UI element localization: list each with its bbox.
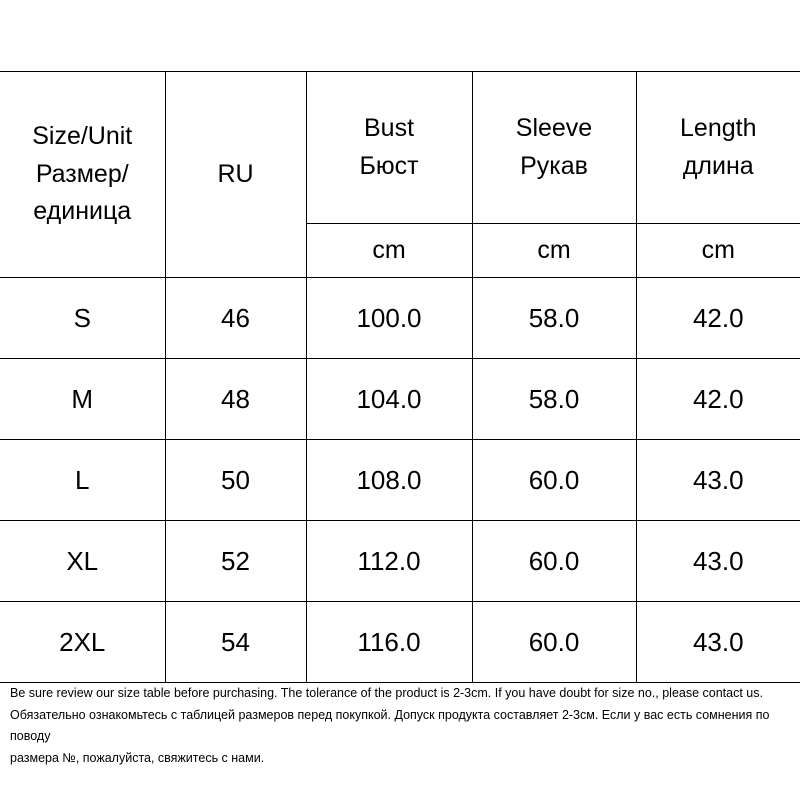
table-row [0,602,800,683]
header-sleeve-ru: Рукав [520,151,588,180]
header-size-unit-line-3: единица [33,197,132,226]
unit-length: cm [636,224,800,278]
cell-sleeve: 60.0 [472,440,636,521]
cell-ru: 50 [165,440,306,521]
size-table [0,71,800,683]
cell-ru: 54 [165,602,306,683]
cell-length: 43.0 [636,602,800,683]
cell-sleeve: 60.0 [472,602,636,683]
table-row [0,521,800,602]
cell-length: 42.0 [636,359,800,440]
cell-ru: 46 [165,278,306,359]
unit-bust: cm [306,224,472,278]
note-russian-line-2: размера №, пожалуйста, свяжитесь с нами. [10,750,265,765]
header-size-unit-line-1: Size/Unit [32,122,133,151]
cell-length: 43.0 [636,521,800,602]
cell-length: 43.0 [636,440,800,521]
header-bust-en: Bust [363,114,415,142]
header-size-unit [0,72,165,278]
header-ru-label: RU [217,159,254,188]
cell-sleeve: 60.0 [472,521,636,602]
header-bust [306,72,472,224]
cell-bust: 100.0 [306,278,472,359]
cell-sleeve: 58.0 [472,359,636,440]
cell-size: M [0,359,165,440]
header-length-ru: длина [682,151,754,180]
cell-length: 42.0 [636,278,800,359]
table-row [0,278,800,359]
cell-size: S [0,278,165,359]
header-sleeve-en: Sleeve [515,114,593,142]
unit-sleeve: cm [472,224,636,278]
header-sleeve [472,72,636,224]
cell-sleeve: 58.0 [472,278,636,359]
cell-size: XL [0,521,165,602]
cell-bust: 104.0 [306,359,472,440]
header-length [636,72,800,224]
cell-ru: 48 [165,359,306,440]
cell-size: L [0,440,165,521]
table-row [0,440,800,521]
note-russian-line-1: Обязательно ознакомьтесь с таблицей размеров перед покупкой. Допуск продукта составляет 2-3см. Если у вас есть сомнения по поводу [10,707,770,743]
cell-ru: 52 [165,521,306,602]
header-length-en: Length [680,114,757,142]
header-ru [165,72,306,278]
note-english: Be sure review our size table before purchasing. The tolerance of the product is 2-3cm. If you have doubt for size no., please contact us. [10,686,763,700]
header-size-unit-line-2: Размер/ [35,159,129,188]
header-bust-ru: Бюст [359,151,419,180]
cell-size: 2XL [0,602,165,683]
cell-bust: 116.0 [306,602,472,683]
table-row [0,359,800,440]
header-row [0,72,800,224]
cell-bust: 112.0 [306,521,472,602]
cell-bust: 108.0 [306,440,472,521]
size-notes [10,683,795,769]
